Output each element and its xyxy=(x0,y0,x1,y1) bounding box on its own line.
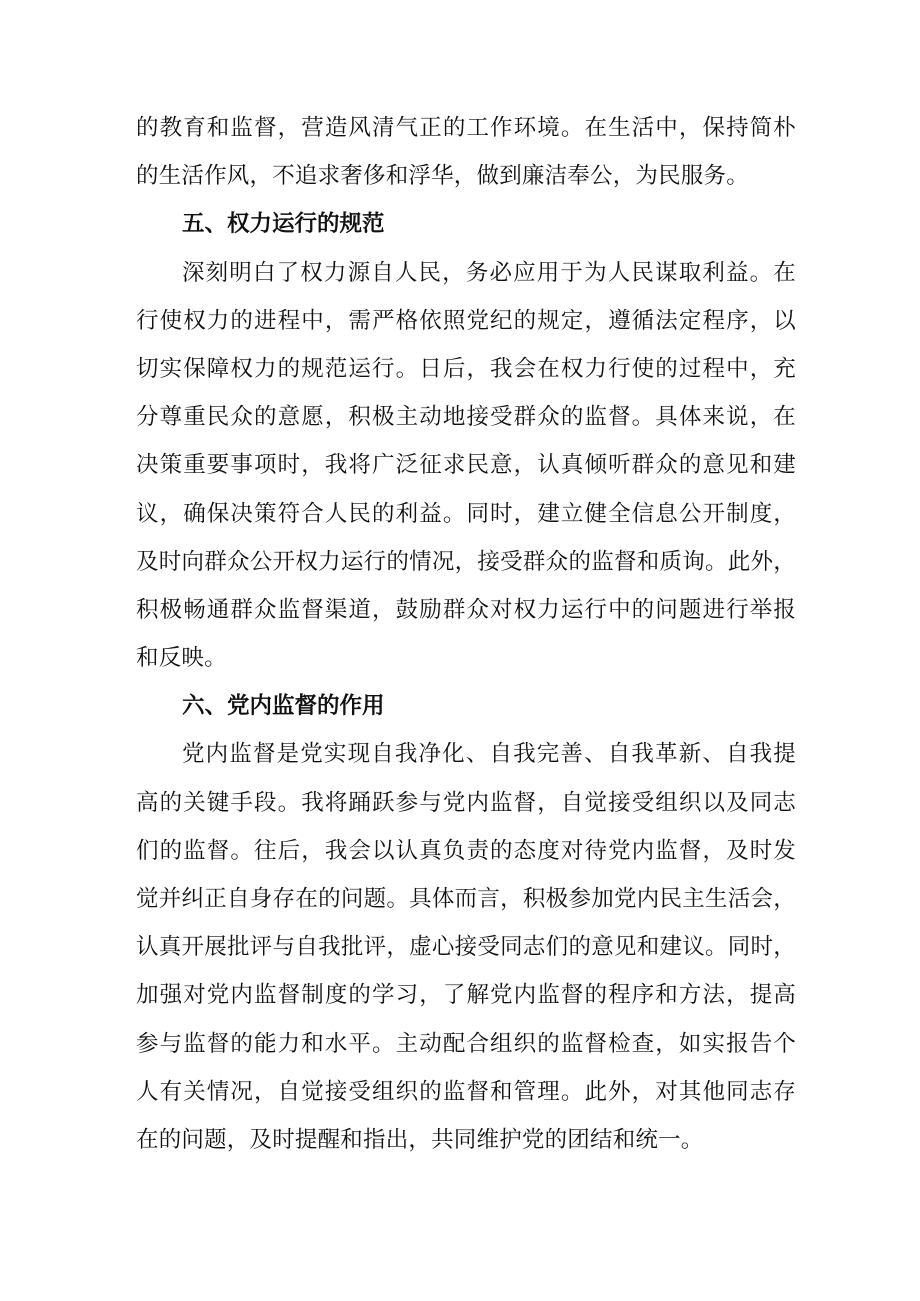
text-line: 参与监督的能力和水平。主动配合组织的监督检查，如实报告个 xyxy=(136,1030,796,1057)
text-line: 的教育和监督，营造风清气正的工作环境。在生活中，保持简朴 xyxy=(136,115,796,141)
text-line: 积极畅通群众监督渠道，鼓励群众对权力运行中的问题进行举报 xyxy=(136,596,796,623)
text-line: 们的监督。往后，我会以认真负责的态度对待党内监督，及时发 xyxy=(136,837,796,864)
section-5-heading: 五、权力运行的规范 xyxy=(182,211,385,238)
text-line: 切实保障权力的规范运行。日后，我会在权力行使的过程中，充 xyxy=(136,355,796,382)
text-line: 人有关情况，自觉接受组织的监督和管理。此外，对其他同志存 xyxy=(136,1078,796,1105)
text-line: 决策重要事项时，我将广泛征求民意，认真倾听群众的意见和建 xyxy=(136,452,796,479)
text-line: 党内监督是党实现自我净化、自我完善、自我革新、自我提 xyxy=(182,741,796,768)
section-6-paragraph xyxy=(136,730,796,1164)
text-line: 在的问题，及时提醒和指出，共同维护党的团结和统一。 xyxy=(136,1126,704,1153)
text-line: 议，确保决策符合人民的利益。同时，建立健全信息公开制度， xyxy=(136,500,796,527)
document-body xyxy=(136,104,796,1164)
text-line: 高的关键手段。我将踊跃参与党内监督，自觉接受组织以及同志 xyxy=(136,789,796,816)
section-5-paragraph xyxy=(136,249,796,683)
intro-paragraph xyxy=(136,104,796,200)
section-6-heading: 六、党内监督的作用 xyxy=(182,693,385,720)
text-line: 及时向群众公开权力运行的情况，接受群众的监督和质询。此外， xyxy=(136,548,796,575)
text-line: 分尊重民众的意愿，积极主动地接受群众的监督。具体来说，在 xyxy=(136,404,796,431)
text-line: 深刻明白了权力源自人民，务必应用于为人民谋取利益。在 xyxy=(182,259,796,286)
text-line: 行使权力的进程中，需严格依照党纪的规定，遵循法定程序，以 xyxy=(136,307,796,334)
text-line: 和反映。 xyxy=(136,645,227,672)
text-line: 觉并纠正自身存在的问题。具体而言，积极参加党内民主生活会， xyxy=(136,886,796,912)
text-line: 认真开展批评与自我批评，虚心接受同志们的意见和建议。同时， xyxy=(136,934,796,961)
text-line: 加强对党内监督制度的学习，了解党内监督的程序和方法，提高 xyxy=(136,982,796,1009)
text-line: 的生活作风，不追求奢侈和浮华，做到廉洁奉公，为民服务。 xyxy=(136,163,749,190)
